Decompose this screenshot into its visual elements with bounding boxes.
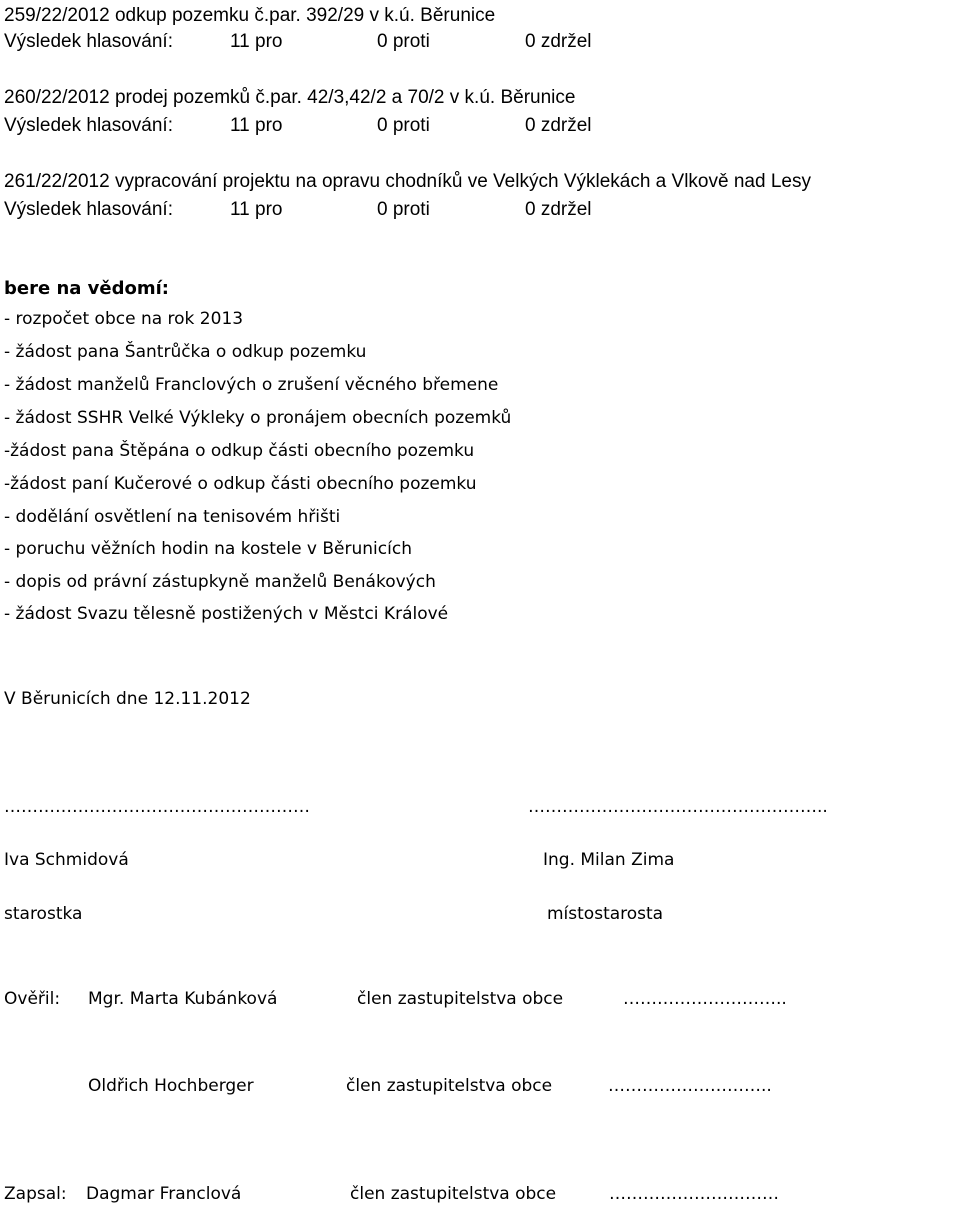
verifier-name: Mgr. Marta Kubánková xyxy=(88,989,278,1009)
resolution-title: 259/22/2012 odkup pozemku č.par. 392/29 v k.ú. Běrunice xyxy=(4,5,496,26)
signatory-role: starostka xyxy=(4,904,83,924)
notes-item: - žádost pana Šantrůčka o odkup pozemku xyxy=(4,342,367,362)
vote-zdrzel: 0 zdržel xyxy=(525,31,592,52)
verification-label: Ověřil: xyxy=(4,989,61,1009)
vote-zdrzel: 0 zdržel xyxy=(525,115,592,136)
vote-pro: 11 pro xyxy=(230,31,283,52)
vote-pro: 11 pro xyxy=(230,115,283,136)
vote-pro: 11 pro xyxy=(230,199,283,220)
notes-item: - dodělání osvětlení na tenisovém hřišti xyxy=(4,507,341,527)
notes-item: - žádost Svazu tělesně postižených v Městci Králové xyxy=(4,604,449,624)
signature-line: ……………………….. xyxy=(608,1078,772,1095)
vote-zdrzel: 0 zdržel xyxy=(525,199,592,220)
verifier-name: Oldřich Hochberger xyxy=(88,1076,254,1096)
notes-item: - žádost SSHR Velké Výkleky o pronájem obecních pozemků xyxy=(4,408,512,428)
vote-proti: 0 proti xyxy=(377,31,430,52)
signatory-name: Ing. Milan Zima xyxy=(543,850,675,870)
recorder-role: člen zastupitelstva obce xyxy=(350,1184,557,1204)
recorder-label: Zapsal: xyxy=(4,1184,67,1204)
vote-proti: 0 proti xyxy=(377,199,430,220)
notes-heading: bere na vědomí: xyxy=(4,278,169,299)
signature-line: ………………………… xyxy=(609,1186,779,1203)
signature-line: …………………………………………….. xyxy=(528,799,828,816)
recorder-name: Dagmar Franclová xyxy=(86,1184,242,1204)
notes-item: - žádost manželů Franclových o zrušení věcného břemene xyxy=(4,375,499,395)
resolution-title: 261/22/2012 vypracování projektu na opravu chodníků ve Velkých Výklekách a Vlkově nad Lesy xyxy=(4,171,811,192)
vote-label: Výsledek hlasování: xyxy=(4,199,173,220)
verifier-role: člen zastupitelstva obce xyxy=(346,1076,553,1096)
notes-item: -žádost paní Kučerové o odkup části obecního pozemku xyxy=(4,474,477,494)
verifier-role: člen zastupitelstva obce xyxy=(357,989,564,1009)
notes-item: - poruchu věžních hodin na kostele v Běrunicích xyxy=(4,539,412,559)
vote-label: Výsledek hlasování: xyxy=(4,115,173,136)
notes-item: -žádost pana Štěpána o odkup části obecního pozemku xyxy=(4,441,475,461)
vote-proti: 0 proti xyxy=(377,115,430,136)
notes-item: - dopis od právní zástupkyně manželů Benákových xyxy=(4,572,436,592)
resolution-title: 260/22/2012 prodej pozemků č.par. 42/3,42/2 a 70/2 v k.ú. Běrunice xyxy=(4,87,576,108)
vote-label: Výsledek hlasování: xyxy=(4,31,173,52)
signatory-name: Iva Schmidová xyxy=(4,850,129,870)
notes-item: - rozpočet obce na rok 2013 xyxy=(4,309,244,329)
signature-line: ……………………………………………… xyxy=(4,799,310,816)
signatory-role: místostarosta xyxy=(547,904,664,924)
place-date: V Běrunicích dne 12.11.2012 xyxy=(4,689,251,709)
signature-line: ……………………….. xyxy=(623,991,787,1008)
